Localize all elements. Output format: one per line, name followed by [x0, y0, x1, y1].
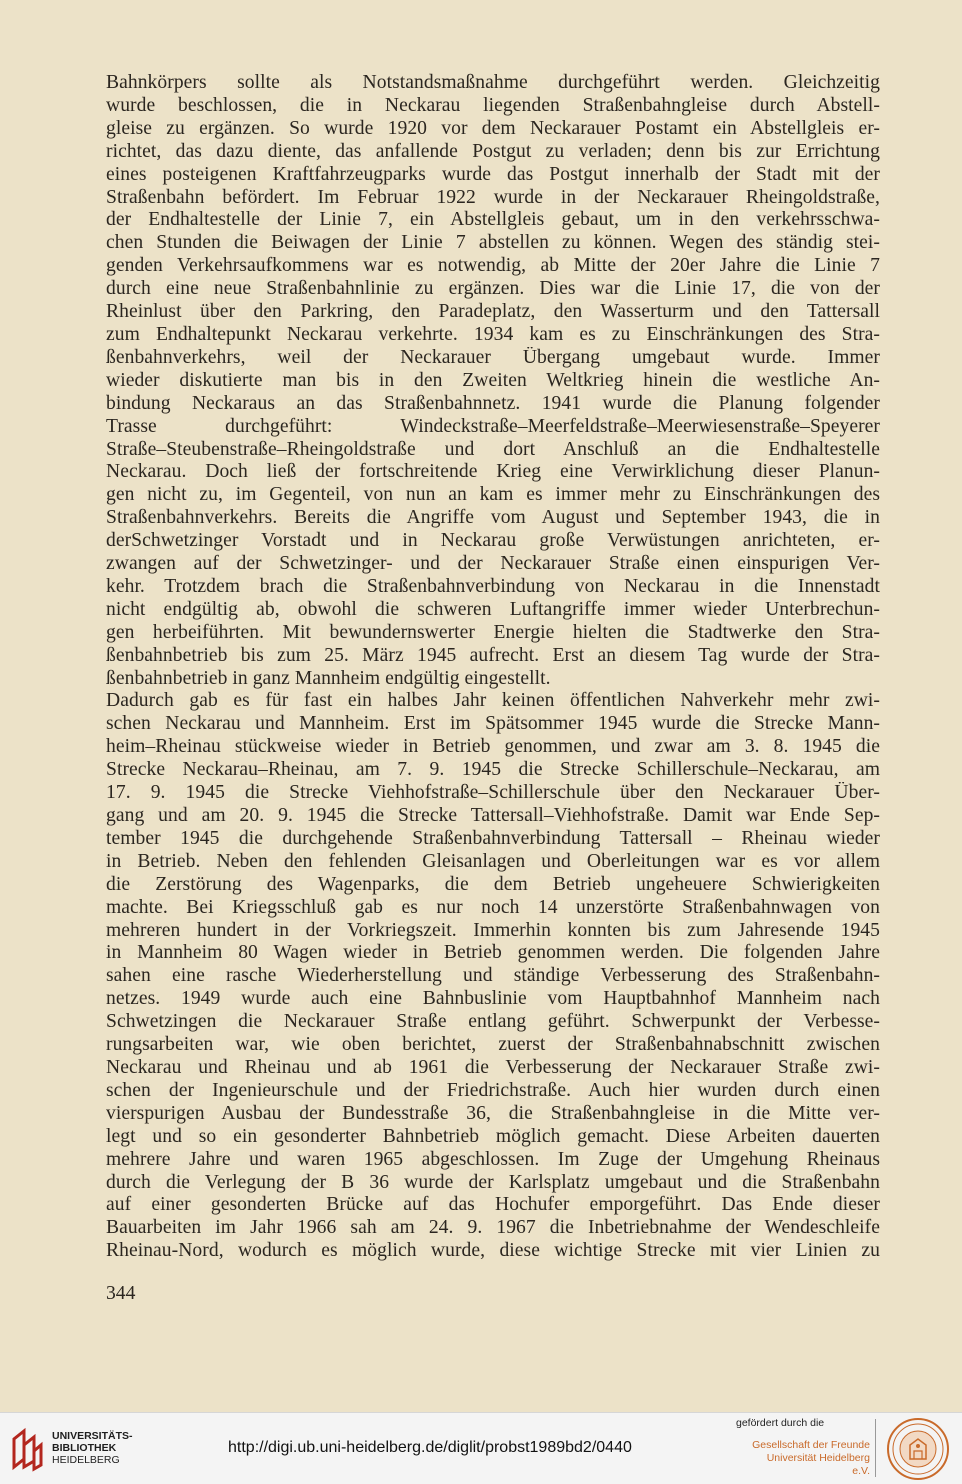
permalink-url[interactable]: http://digi.ub.uni-heidelberg.de/diglit/probst1989bd2/0440 — [228, 1439, 632, 1456]
text-line: machte. Bei Kriegsschluß gab es nur noch 14 unzerstörte Straßenbahnwagen von — [106, 896, 880, 918]
text-line: Neckarau. Doch ließ der fortschreitende Krieg eine Verwirklichung dieser Planun- — [106, 461, 880, 483]
society-name-line: Gesellschaft der Freunde — [752, 1439, 870, 1451]
text-line: durch eine neue Straßenbahnlinie zu ergänzen. Dies war die Linie 17, die von der — [106, 278, 880, 300]
footer-divider — [875, 1419, 876, 1477]
text-line: richtet, das dazu diente, das anfallende Postgut zu verladen; denn bis zur Errichtung — [106, 140, 880, 162]
text-line: eines posteigenen Kraftfahrzeugparks wurde das Postgut innerhalb der Stadt mit der — [106, 163, 880, 185]
text-line: Straße–Steubenstraße–Rheingoldstraße und dort Anschluß an die Endhaltestelle — [106, 438, 880, 460]
text-line: ßenbahnbetrieb bis zum 25. März 1945 aufrecht. Erst an diesem Tag wurde der Stra- — [106, 644, 880, 666]
funded-by-label: gefördert durch die — [736, 1417, 825, 1429]
society-name — [748, 1439, 870, 1478]
text-line: Dadurch gab es für fast ein halbes Jahr keinen öffentlichen Nahverkehr mehr zwi- — [106, 690, 880, 712]
text-line: Straßenbahnverkehrs. Bereits die Angriffe vom August und September 1943, die in — [106, 507, 880, 529]
text-line: wurde beschlossen, die in Neckarau liegenden Straßenbahngleise durch Abstell- — [106, 94, 880, 116]
text-line: derSchwetzinger Vorstadt und in Neckarau große Verwüstungen anrichteten, er- — [106, 530, 880, 552]
body-text — [106, 72, 880, 1263]
text-line: mehreren hundert in der Vorkriegszeit. Immerhin konnten bis zum Jahresende 1945 — [106, 919, 880, 941]
text-line: zum Endhaltepunkt Neckarau verkehrte. 1934 kam es zu Einschränkungen des Stra- — [106, 323, 880, 345]
text-line: Schwetzingen die Neckarauer Straße entlang geführt. Schwerpunkt der Verbesse- — [106, 1011, 880, 1033]
text-line: tember 1945 die durchgehende Straßenbahnverbindung Tattersall – Rheinau wieder — [106, 827, 880, 849]
library-name-line: UNIVERSITÄTS- — [52, 1430, 133, 1442]
text-line: die Zerstörung des Wagenparks, die dem Betrieb ungeheuere Schwierigkeiten — [106, 873, 880, 895]
text-line: bindung Neckaraus an das Straßenbahnnetz. 1941 wurde die Planung folgender — [106, 392, 880, 414]
society-name-line: Universität Heidelberg e.V. — [766, 1452, 870, 1477]
page-number: 344 — [106, 1283, 136, 1304]
text-line: Straßenbahn befördert. Im Februar 1922 wurde in der Neckarauer Rheingoldstraße, — [106, 186, 880, 208]
text-line: gleise zu ergänzen. So wurde 1920 vor dem Neckarauer Postamt ein Abstellgleis er- — [106, 117, 880, 139]
text-line: auf einer gesonderten Brücke auf das Hochufer emporgeführt. Das Ende dieser — [106, 1194, 880, 1216]
library-name — [52, 1430, 133, 1466]
text-line: netzes. 1949 wurde auch eine Bahnbuslinie vom Hauptbahnhof Mannheim nach — [106, 988, 880, 1010]
text-line: in Mannheim 80 Wagen wieder in Betrieb genommen werden. Die folgenden Jahre — [106, 942, 880, 964]
text-line: wieder diskutierte man bis in den Zweiten Weltkrieg hinein die westliche An- — [106, 369, 880, 391]
text-line: in Betrieb. Neben den fehlenden Gleisanlagen und Oberleitungen war es vor allem — [106, 850, 880, 872]
text-line: genden Verkehrsaufkommens war es notwendig, ab Mitte der 20er Jahre die Linie 7 — [106, 255, 880, 277]
text-line: mehrere Jahre und waren 1965 abgeschlossen. Im Zuge der Umgehung Rheinaus — [106, 1148, 880, 1170]
university-seal-icon — [886, 1417, 950, 1481]
text-line: chen Stunden die Beiwagen der Linie 7 abstellen zu können. Wegen des ständig stei- — [106, 232, 880, 254]
text-line: zwangen auf der Schwetzinger- und der Neckarauer Straße einen einspurigen Ver- — [106, 553, 880, 575]
text-line: ßenbahnverkehrs, weil der Neckarauer Übergang umgebaut wurde. Immer — [106, 346, 880, 368]
text-line: Rheinau-Nord, wodurch es möglich wurde, diese wichtige Strecke mit vier Linien zu — [106, 1240, 880, 1262]
text-line: gen nicht zu, im Gegenteil, von nun an kam es immer mehr zu Einschränkungen des — [106, 484, 880, 506]
text-line: Strecke Neckarau–Rheinau, am 7. 9. 1945 die Strecke Schillerschule–Neckarau, am — [106, 759, 880, 781]
university-library-logo — [10, 1427, 44, 1473]
text-line: durch die Verlegung der B 36 wurde der Karlsplatz umgebaut und die Straßenbahn — [106, 1171, 880, 1193]
library-name-line: HEIDELBERG — [52, 1454, 120, 1466]
text-line: heim–Rheinau stückweise wieder in Betrieb genommen, und zwar am 3. 8. 1945 die — [106, 736, 880, 758]
text-line: gen herbeiführten. Mit bewundernswerter Energie hielten die Stadtwerke den Stra- — [106, 621, 880, 643]
text-line: kehr. Trotzdem brach die Straßenbahnverbindung von Neckarau in die Innenstadt — [106, 575, 880, 597]
text-line: nicht endgültig ab, obwohl die schweren Luftangriffe immer wieder Unterbrechun- — [106, 598, 880, 620]
text-line: rungsarbeiten war, wie oben berichtet, zuerst der Straßenbahnabschnitt zwischen — [106, 1034, 880, 1056]
text-line: 17. 9. 1945 die Strecke Viehhofstraße–Schillerschule über den Neckarauer Über- — [106, 782, 880, 804]
text-line: schen der Ingenieurschule und der Friedrichstraße. Auch hier wurden durch einen — [106, 1079, 880, 1101]
text-line: legt und so ein gesonderter Bahnbetrieb möglich gemacht. Diese Arbeiten dauerten — [106, 1125, 880, 1147]
text-line: Trasse durchgeführt: Windeckstraße–Meerfeldstraße–Meerwiesenstraße–Speyerer — [106, 415, 880, 437]
text-line: Rheinlust über den Parkring, den Paradeplatz, den Wasserturm und den Tattersall — [106, 301, 880, 323]
library-name-line: BIBLIOTHEK — [52, 1442, 117, 1454]
text-line: gang und am 20. 9. 1945 die Strecke Tattersall–Viehhofstraße. Damit war Ende Sep- — [106, 805, 880, 826]
text-line: sahen eine rasche Wiederherstellung und ständige Verbesserung des Straßenbahn- — [106, 965, 880, 987]
text-line: der Endhaltestelle der Linie 7, ein Abstellgleis gebaut, um in den verkehrsschwa- — [106, 209, 880, 231]
text-line: Bauarbeiten im Jahr 1966 sah am 24. 9. 1967 die Inbetriebnahme der Wendeschleife — [106, 1217, 880, 1239]
text-line: Bahnkörpers sollte als Notstandsmaßnahme durchgeführt werden. Gleichzeitig — [106, 72, 880, 93]
text-line: schen Neckarau und Mannheim. Erst im Spätsommer 1945 wurde die Strecke Mann- — [106, 713, 880, 735]
text-line: vierspurigen Ausbau der Bundesstraße 36, die Straßenbahngleise in die Mitte ver- — [106, 1102, 880, 1124]
text-line: ßenbahnbetrieb in ganz Mannheim endgültig eingestellt. — [106, 667, 551, 689]
text-line: Neckarau und Rheinau und ab 1961 die Verbesserung der Neckarauer Straße zwi- — [106, 1056, 880, 1078]
viewer-footer — [0, 1412, 962, 1484]
